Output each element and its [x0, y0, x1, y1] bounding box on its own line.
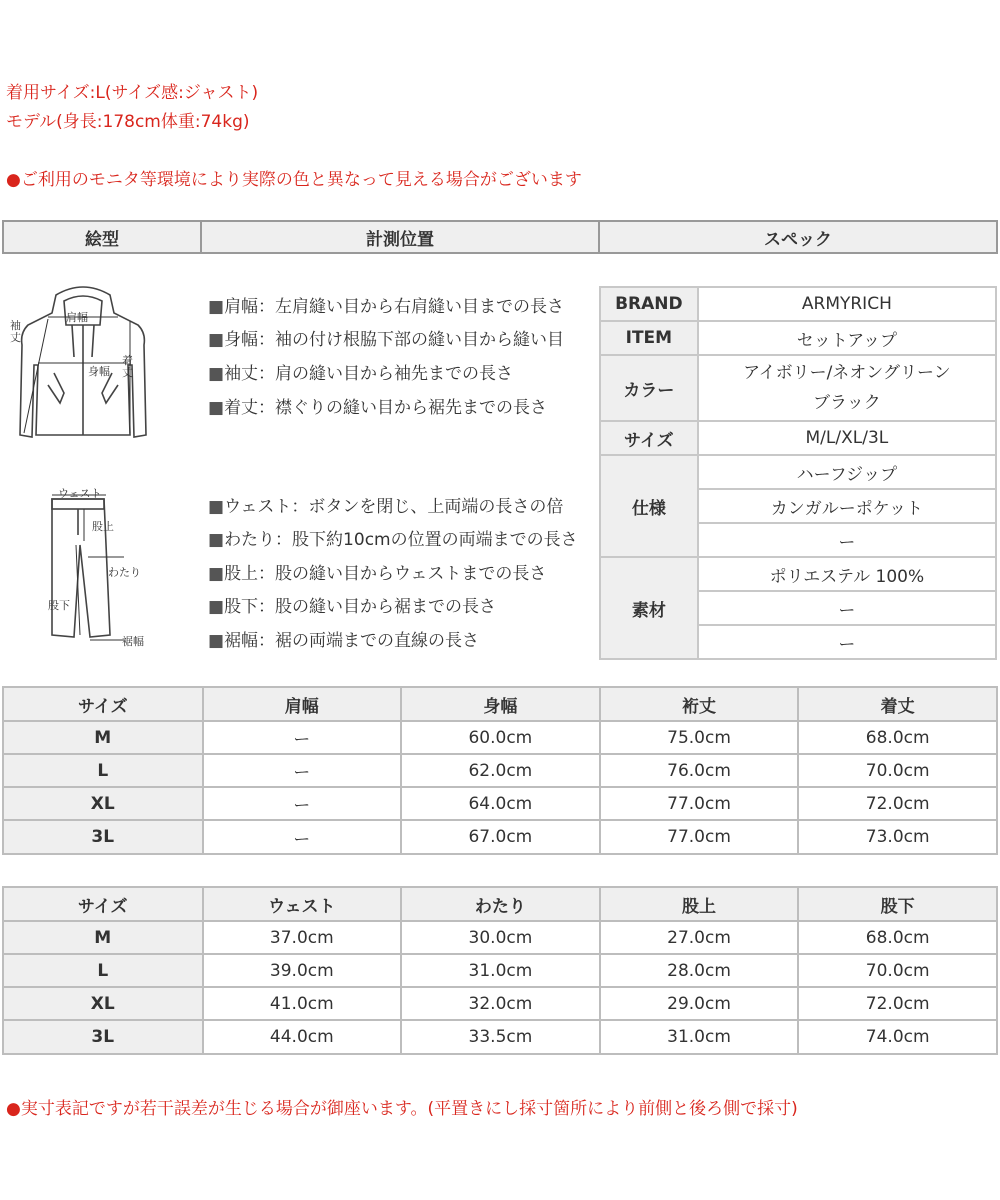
table-row — [3, 721, 997, 754]
table-cell: 37.0cm — [203, 921, 402, 954]
pants-header-inseam: 股下 — [798, 887, 997, 921]
label-body: 身幅 — [88, 365, 110, 378]
top-header-body: 身幅 — [401, 687, 600, 721]
spec-features-label: 仕様 — [600, 455, 698, 557]
top-header-shoulder: 肩幅 — [203, 687, 402, 721]
top-header-length: 着丈 — [798, 687, 997, 721]
label-rise: 股上 — [92, 520, 114, 533]
label-hem: 裾幅 — [122, 635, 144, 648]
table-cell: 77.0cm — [600, 820, 799, 854]
table-cell: 41.0cm — [203, 987, 402, 1020]
table-cell: 73.0cm — [798, 820, 997, 854]
table-row — [3, 787, 997, 820]
label-waist: ウェスト — [58, 487, 102, 500]
header-measure-position: 計測位置 — [200, 220, 600, 254]
table-cell: 29.0cm — [600, 987, 799, 1020]
spec-size-label: サイズ — [600, 421, 698, 455]
label-sleeve: 袖丈 — [10, 319, 21, 344]
spec-material-3: ー — [698, 625, 996, 659]
spec-feature-1: ハーフジップ — [698, 455, 996, 489]
table-cell: ー — [203, 721, 402, 754]
measure-hem: ■裾幅：裾の両端までの直線の長さ — [208, 631, 480, 651]
table-cell: ー — [203, 754, 402, 787]
top-header-size: サイズ — [3, 687, 203, 721]
table-cell: 33.5cm — [401, 1020, 600, 1054]
spec-size-value: M/L/XL/3L — [698, 421, 996, 455]
model-body-text: モデル(身長:178cm体重:74kg) — [6, 112, 250, 132]
table-cell: XL — [3, 787, 203, 820]
spec-brand-value: ARMYRICH — [698, 287, 996, 321]
table-cell: 70.0cm — [798, 754, 997, 787]
table-cell: 75.0cm — [600, 721, 799, 754]
measure-shoulder: ■肩幅：左肩縫い目から右肩縫い目までの長さ — [208, 297, 565, 317]
table-cell: 32.0cm — [401, 987, 600, 1020]
table-cell: 68.0cm — [798, 721, 997, 754]
label-shoulder: 肩幅 — [66, 311, 88, 324]
table-cell: 68.0cm — [798, 921, 997, 954]
pants-header-size: サイズ — [3, 887, 203, 921]
measure-inseam: ■股下：股の縫い目から裾までの長さ — [208, 597, 497, 617]
table-cell: M — [3, 721, 203, 754]
pants-header-thigh: わたり — [401, 887, 600, 921]
table-cell: 27.0cm — [600, 921, 799, 954]
table-row — [3, 754, 997, 787]
label-length: 着丈 — [122, 354, 133, 379]
table-row — [3, 954, 997, 987]
model-size-text: 着用サイズ:L(サイズ感:ジャスト) — [6, 83, 259, 103]
pants-header-waist: ウェスト — [203, 887, 402, 921]
color-notice-text: ●ご利用のモニタ等環境により実際の色と異なって見える場合がございます — [6, 170, 582, 190]
header-illustration: 絵型 — [2, 220, 202, 254]
label-thigh: わたり — [108, 566, 141, 579]
table-cell: 62.0cm — [401, 754, 600, 787]
spec-brand-label: BRAND — [600, 287, 698, 321]
measure-waist: ■ウェスト：ボタンを閉じ、上両端の長さの倍 — [208, 497, 564, 517]
label-inseam: 股下 — [48, 599, 70, 612]
table-cell: 67.0cm — [401, 820, 600, 854]
spec-material-2: ー — [698, 591, 996, 625]
table-cell: 60.0cm — [401, 721, 600, 754]
table-cell: 30.0cm — [401, 921, 600, 954]
pants-header-rise: 股上 — [600, 887, 799, 921]
table-cell: ー — [203, 787, 402, 820]
table-cell: 28.0cm — [600, 954, 799, 987]
spec-table — [599, 286, 997, 660]
measure-rise: ■股上：股の縫い目からウェストまでの長さ — [208, 564, 547, 584]
table-cell: 70.0cm — [798, 954, 997, 987]
table-cell: 74.0cm — [798, 1020, 997, 1054]
table-cell: 3L — [3, 820, 203, 854]
measure-length: ■着丈：襟ぐりの縫い目から裾先までの長さ — [208, 398, 548, 418]
header-spec: スペック — [598, 220, 998, 254]
table-cell: 64.0cm — [401, 787, 600, 820]
table-cell: ー — [203, 820, 402, 854]
top-size-table — [2, 686, 998, 855]
measure-body: ■身幅：袖の付け根脇下部の縫い目から縫い目 — [208, 330, 565, 350]
table-cell: 31.0cm — [401, 954, 600, 987]
table-cell: XL — [3, 987, 203, 1020]
table-cell: 3L — [3, 1020, 203, 1054]
table-row — [3, 987, 997, 1020]
table-row — [3, 921, 997, 954]
table-cell: M — [3, 921, 203, 954]
table-cell: 44.0cm — [203, 1020, 402, 1054]
measure-thigh: ■わたり：股下約10cmの位置の両端までの長さ — [208, 530, 578, 550]
table-row — [3, 820, 997, 854]
spec-material-1: ポリエステル 100% — [698, 557, 996, 591]
table-cell: 72.0cm — [798, 787, 997, 820]
spec-color-value: アイボリー/ネオングリーン ブラック — [698, 355, 996, 421]
spec-color-label: カラー — [600, 355, 698, 421]
spec-feature-2: カンガルーポケット — [698, 489, 996, 523]
spec-material-label: 素材 — [600, 557, 698, 659]
spec-feature-3: ー — [698, 523, 996, 557]
footer-note: ●実寸表記ですが若干誤差が生じる場合が御座います。(平置きにし採寸箇所により前側と後ろ側で採寸) — [6, 1099, 798, 1119]
table-cell: 77.0cm — [600, 787, 799, 820]
table-cell: 31.0cm — [600, 1020, 799, 1054]
spec-item-label: ITEM — [600, 321, 698, 355]
hoodie-diagram — [8, 285, 158, 455]
spec-item-value: セットアップ — [698, 321, 996, 355]
table-row — [3, 1020, 997, 1054]
table-cell: L — [3, 954, 203, 987]
measure-sleeve: ■袖丈：肩の縫い目から袖先までの長さ — [208, 364, 514, 384]
top-header-sleeve: 裄丈 — [600, 687, 799, 721]
table-cell: 39.0cm — [203, 954, 402, 987]
pants-size-table — [2, 886, 998, 1055]
table-cell: 72.0cm — [798, 987, 997, 1020]
pants-diagram — [40, 485, 160, 655]
table-cell: 76.0cm — [600, 754, 799, 787]
table-cell: L — [3, 754, 203, 787]
